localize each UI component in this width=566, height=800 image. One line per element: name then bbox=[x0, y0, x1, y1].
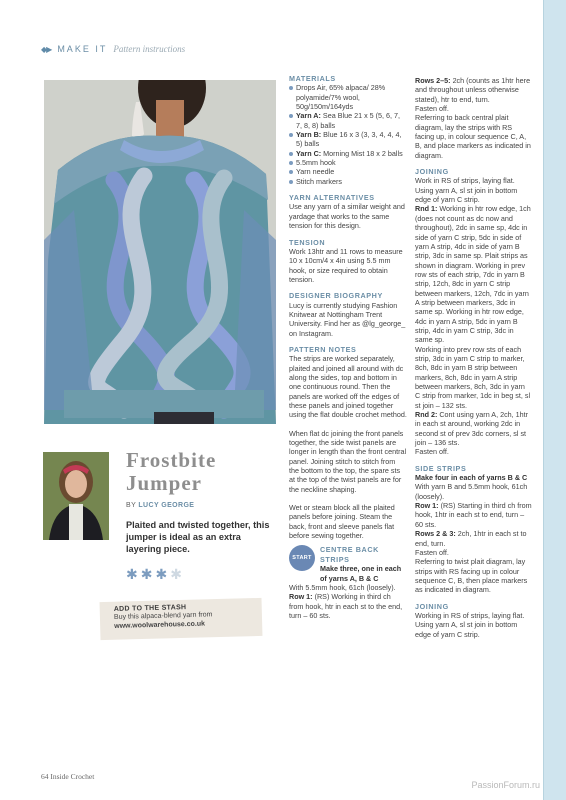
notes-p2: When flat dc joining the front panels together, the side twist panels are longer in length than the front central panel. Joining stitch to stitch from the bottom to the top, the spare sts at the top of the twist panels are for the neckline shaping. bbox=[289, 428, 407, 494]
materials-item: Yarn needle bbox=[289, 167, 407, 176]
fasten-off: Fasten off. bbox=[415, 104, 449, 114]
fasten-off-2: Fasten off. bbox=[415, 447, 449, 457]
materials-item bbox=[289, 111, 407, 130]
row-text: 2ch (counts as 1htr here and throughout unless otherwise stated), htr to end, turn. bbox=[415, 76, 531, 104]
plait-ref: Referring to back central plait diagram, lay the strips with RS facing up, in colour sequence C, A, B, and place markers as indicated in diagram. bbox=[415, 113, 531, 160]
rows-2-5 bbox=[415, 76, 532, 104]
side-strips-sub: Make four in each of yarns B & C bbox=[415, 473, 528, 483]
yarn-alt-text: Use any yarn of a similar weight and yardage that works to the same tension for this design. bbox=[289, 202, 405, 231]
star-icon-filled: ✱ bbox=[155, 566, 168, 582]
section-subtitle: Pattern instructions bbox=[113, 44, 186, 54]
materials-item bbox=[289, 130, 407, 149]
row-text: (RS) Working in third ch from hook, htr in each st to the end, turn – 60 sts. bbox=[289, 592, 403, 620]
star-icon-empty: ✱ bbox=[170, 566, 182, 582]
centre-back-block bbox=[289, 545, 407, 582]
jumper-photo bbox=[44, 80, 276, 424]
row-label: Rows 2 & 3: bbox=[415, 529, 456, 539]
materials-list bbox=[289, 83, 407, 186]
materials-item: Stitch markers bbox=[289, 177, 407, 186]
joining-heading: JOINING bbox=[415, 167, 449, 177]
centre-l1: With 5.5mm hook, 61ch (loosely). bbox=[289, 582, 396, 592]
stash-heading: ADD TO THE STASH bbox=[113, 604, 187, 613]
materials-heading: MATERIALS bbox=[289, 74, 336, 83]
page-edge-strip bbox=[544, 0, 566, 800]
section-label: MAKE IT bbox=[57, 44, 108, 54]
star-icon-filled: ✱ bbox=[140, 566, 153, 582]
centre-row1 bbox=[289, 592, 407, 620]
yarn-b-label: Yarn B: bbox=[296, 130, 322, 140]
materials-item: 5.5mm hook bbox=[289, 158, 407, 167]
yarn-a-label: Yarn A: bbox=[296, 111, 321, 121]
yarn-c-text: Morning Mist 18 x 2 balls bbox=[323, 148, 403, 158]
side-ref: Referring to twist plait diagram, lay strips with RS facing up in colour sequence C, B, then place markers as indicated in diagram. bbox=[415, 557, 528, 595]
page-footer bbox=[41, 772, 94, 781]
stash-box bbox=[114, 602, 265, 631]
materials-item: Drops Air, 65% alpaca/ 28% polyamide/7% wool, 50g/150m/164yds bbox=[289, 83, 407, 111]
title-line-1: Frostbite bbox=[126, 448, 217, 472]
byline bbox=[126, 502, 194, 509]
star-icon-filled: ✱ bbox=[126, 566, 138, 582]
page-number: 64 bbox=[41, 772, 49, 781]
row-text: (RS) Starting in third ch from hook, 1htr in each st to end, turn – 60 sts. bbox=[415, 501, 532, 529]
standfirst: Plaited and twisted together, this jumper is ideal as an extra layering piece. bbox=[126, 520, 270, 555]
row-text: Working in htr row edge, 1ch (does not count as dc now and throughout), 2dc in same sp, 4dc in side of yarn C strip, 5dc in side of yarn A strip, 4dc in side of yarn B strip, 3dc in same sp. Plait strips as shown in diagram. Working in prev row sts of each strip, 7dc in yarn B strip, 12ch, 8dc in yarn C strip between markers, 12ch, 7dc in yarn A strip between markers, 3dc in same sp. Working in htr row edge, 4dc in yarn A strip, 5dc in yarn B strip, 4dc in yarn C strip, 3dc in same sp. bbox=[415, 204, 531, 345]
joining-2-heading: JOINING bbox=[415, 601, 449, 611]
notes-p1: The strips are worked separately, plaited and joined all around with dc along the sides, top and bottom in one continuous round. Then the panels are worked off the edges of these panels and joined together using the flat double crochet method. bbox=[289, 354, 407, 420]
row-text: 2ch, 1htr in each st to end, turn. bbox=[415, 529, 527, 548]
magazine-name: Inside Crochet bbox=[50, 772, 95, 781]
joining-intro: Work in RS of strips, laying flat. Using yarn A, sl st join in bottom edge of yarn C strip. bbox=[415, 176, 518, 205]
page-edge-line bbox=[543, 0, 544, 800]
column-2 bbox=[415, 76, 532, 639]
joining-2-text: Working in RS of strips, laying flat. Using yarn A, sl st join in bottom edge of yarn C strip. bbox=[415, 610, 525, 639]
byline-prefix: BY bbox=[126, 502, 137, 509]
centre-heading: CENTRE BACK STRIPS bbox=[320, 545, 379, 564]
designer-text: Lucy is currently studying Fashion Knitwear at Nottingham Trent University. Find her as @lg_george_ on Instagram. bbox=[289, 300, 406, 338]
rnd-1-cont: Working into prev row sts of each strip, 3dc in yarn C strip to marker, 8ch, 8dc in yarn B strip between markers, 8ch, 8dc in yarn A strip between markers, 8ch, 3dc in yarn C strip from marker, 1dc in beg st, sl st join – 132 sts. bbox=[415, 344, 531, 410]
start-badge: START bbox=[289, 545, 315, 571]
yarn-c-label: Yarn C: bbox=[296, 148, 322, 158]
side-rows-2-3 bbox=[415, 529, 532, 548]
row-label: Rnd 1: bbox=[415, 204, 438, 214]
side-strips-heading: SIDE STRIPS bbox=[415, 463, 467, 473]
title-line-2: Jumper bbox=[126, 471, 202, 495]
designer-heading: DESIGNER BIOGRAPHY bbox=[289, 291, 383, 301]
fasten-off-3: Fasten off. bbox=[415, 547, 449, 557]
tension-text: Work 13htr and 11 rows to measure 10 x 10cm/4 x 4in using 5.5 mm hook, or size required to obtain tension. bbox=[289, 246, 403, 284]
byline-author: LUCY GEORGE bbox=[138, 502, 195, 509]
double-chevron-icon: ◆▶ bbox=[41, 44, 52, 54]
rnd-1 bbox=[415, 204, 532, 344]
yarn-a-text: Sea Blue 21 x 5 (5, 6, 7, 7, 8, 8) balls bbox=[296, 111, 401, 130]
notes-p3: Wet or steam block all the plaited panels before joining. Steam the back, front and sleeve panels flat before sewing together. bbox=[289, 503, 395, 541]
yarn-alt-heading: YARN ALTERNATIVES bbox=[289, 193, 375, 203]
materials-item bbox=[289, 149, 407, 158]
row-label: Rnd 2: bbox=[415, 410, 438, 420]
column-1 bbox=[289, 74, 407, 620]
designer-portrait bbox=[43, 452, 109, 540]
row-label: Row 1: bbox=[415, 501, 439, 511]
tension-heading: TENSION bbox=[289, 237, 326, 247]
side-row1 bbox=[415, 501, 532, 529]
row-label: Rows 2–5: bbox=[415, 76, 451, 85]
row-label: Row 1: bbox=[289, 592, 313, 602]
yarn-b-text: Blue 16 x 3 (3, 3, 4, 4, 4, 5) balls bbox=[296, 130, 402, 149]
stash-text: Buy this alpaca-blend yarn from bbox=[113, 611, 213, 622]
row-text: Cont using yarn A, 2ch, 1htr in each st around, working 2dc in second st of prev 3dc corners, sl st join – 136 sts. bbox=[415, 410, 529, 448]
article-title bbox=[126, 449, 216, 495]
side-l1: With yarn B and 5.5mm hook, 61ch (loosely). bbox=[415, 482, 528, 501]
section-header bbox=[41, 44, 185, 54]
stash-url[interactable]: www.woolwarehouse.co.uk bbox=[114, 620, 206, 630]
watermark: PassionForum.ru bbox=[471, 780, 540, 790]
rnd-2 bbox=[415, 410, 532, 447]
notes-heading: PATTERN NOTES bbox=[289, 344, 357, 354]
centre-sub: Make three, one in each of yarns A, B & C bbox=[320, 564, 402, 583]
difficulty-rating bbox=[126, 566, 182, 583]
